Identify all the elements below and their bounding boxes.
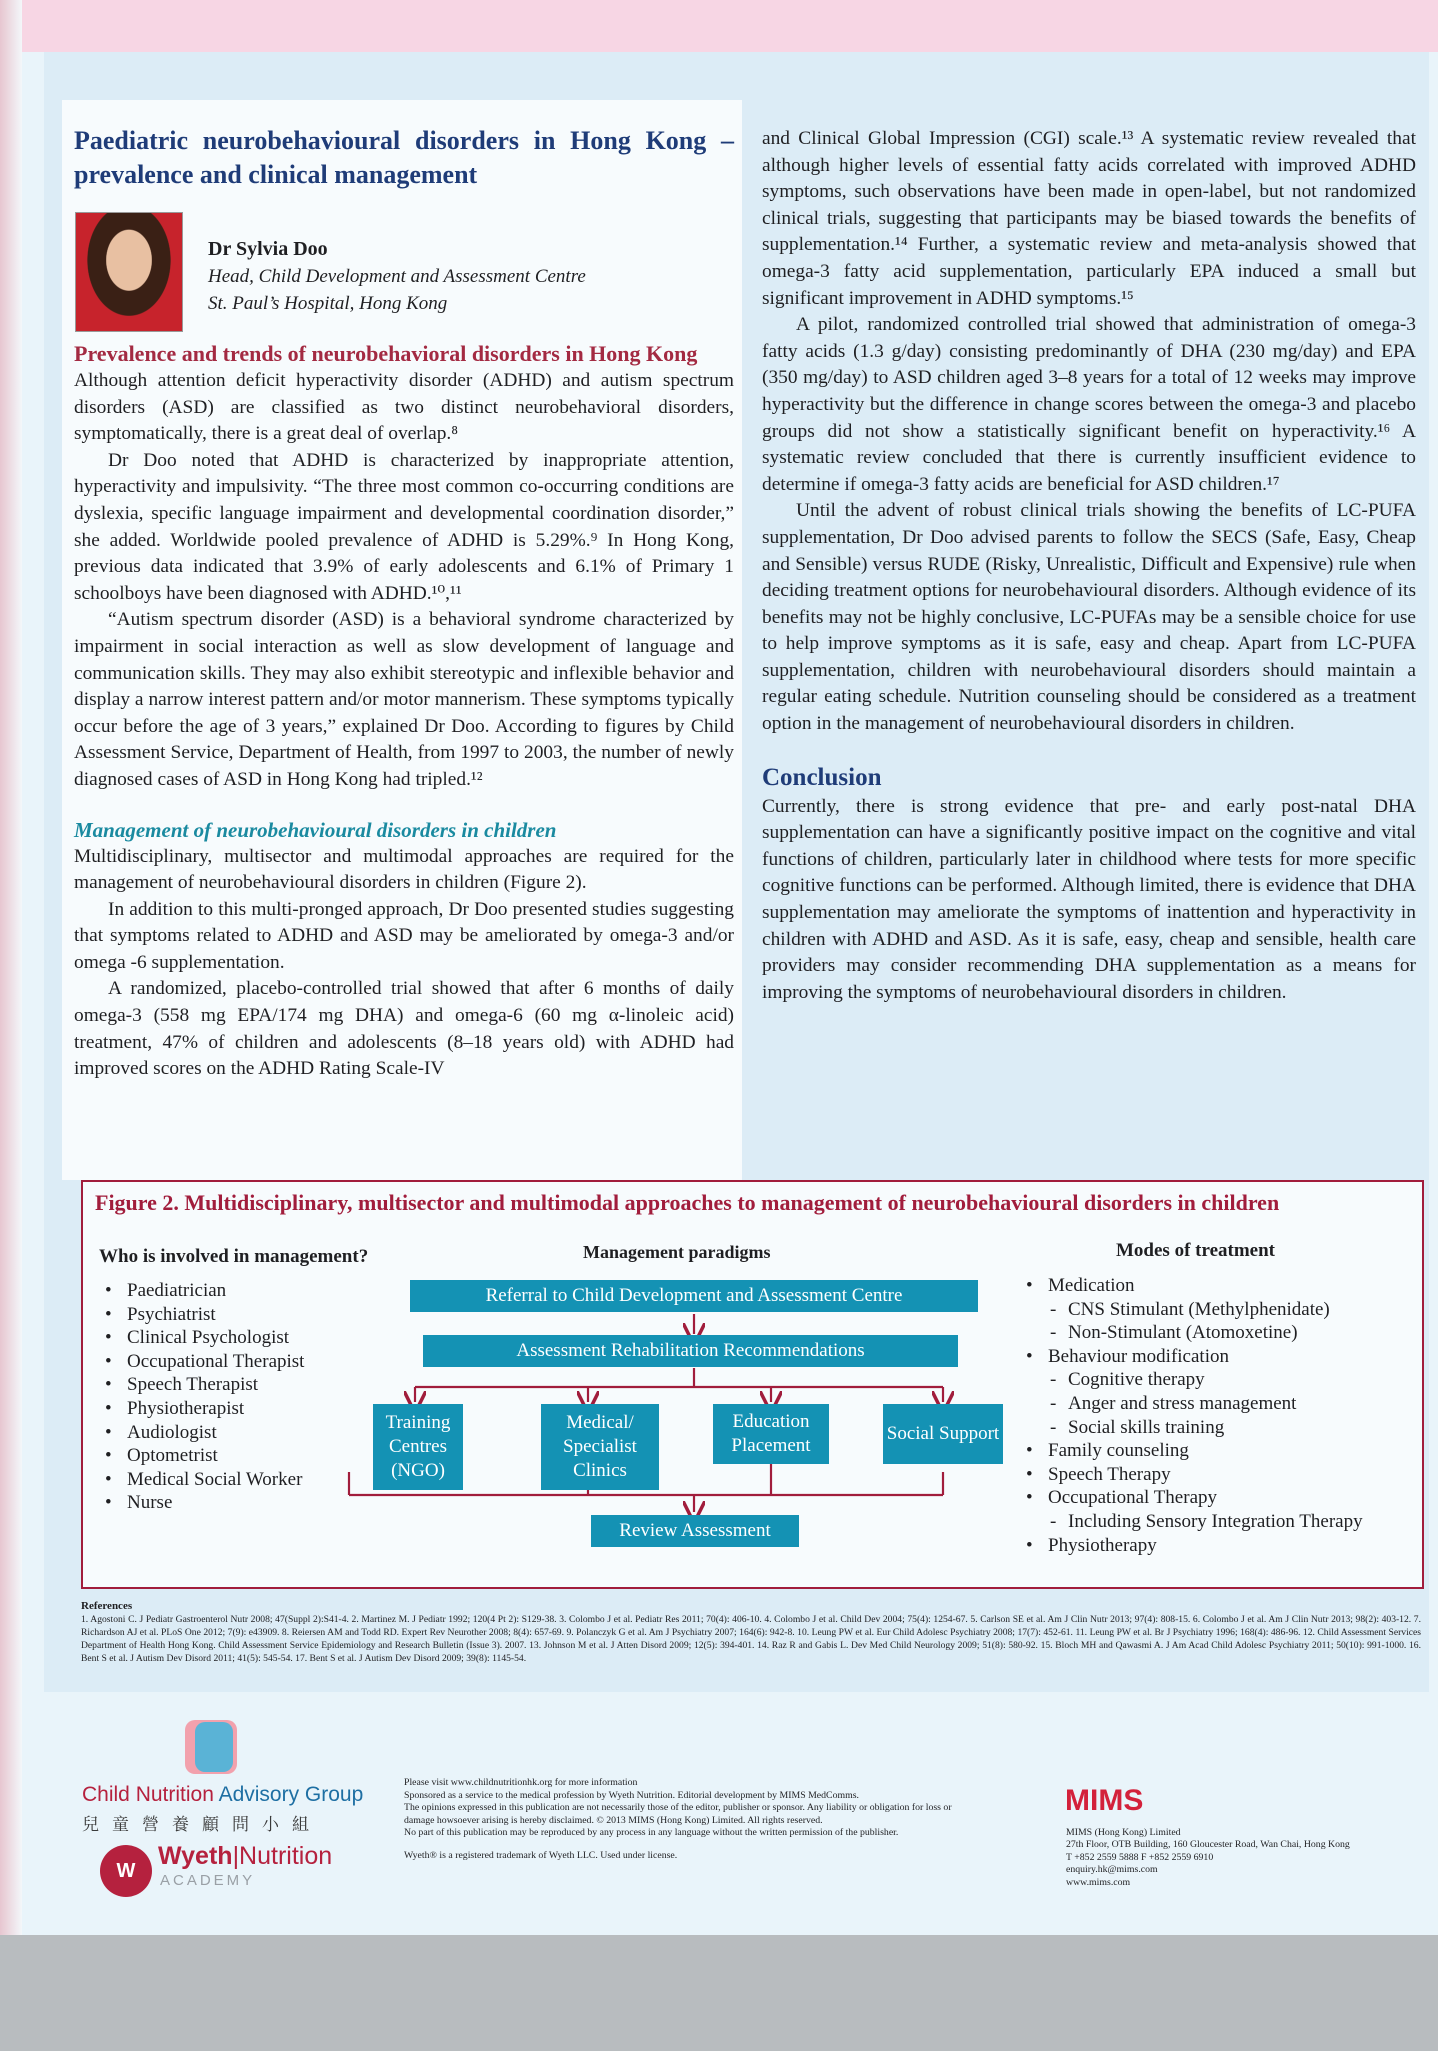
conclusion-paragraph: Currently, there is strong evidence that pre- and early post-natal DHA supplementation can have a significantly positive impact on the cognitive and vital functions of children, particularly later in childhood where tests for more specific cognitive functions can be performed. Although limited, there is evidence that DHA supplementation may ameliorate the symptoms of inattention and hyperactivity in children with ADHD and ASD. As it is safe, easy, cheap and sensible, health care providers may consider recommending DHA supplementation as a means for improving the symptoms of neurobehavioural disorders in children.: [762, 795, 1416, 1003]
notice-line: Sponsored as a service to the medical profession by Wyeth Nutrition. Editorial development by MIMS MedComms.: [404, 1789, 859, 1801]
section-heading-management: Management of neurobehavioural disorders in children: [74, 817, 557, 842]
who-list-item: • Physiotherapist: [99, 1397, 399, 1421]
scanner-background: [0, 1935, 1438, 2051]
mims-address: [1066, 1827, 1426, 1889]
paragraph: A pilot, randomized controlled trial showed that administration of omega-3 fatty acids (1.3 g/day) consisting predominantly of DHA (230 mg/day) and EPA (350 mg/day) to ASD children aged 3–8 years for a total of 12 weeks may improve hyperactivity but the difference in change scores between the omega-3 and placebo groups did not show a statistically significant benefit on hyperactivity.¹⁶ A systematic review concluded that there is currently insufficient evidence to determine if omega-3 fatty acids are beneficial for ASD children.¹⁷: [762, 314, 1416, 495]
box-assessment: Assessment Rehabilitation Recommendations: [423, 1335, 958, 1367]
article-title: Paediatric neurobehavioural disorders in Hong Kong – prevalence and clinical management: [74, 126, 734, 189]
paragraph: and Clinical Global Impression (CGI) scale.¹³ A systematic review revealed that although higher levels of essential fatty acids correlated with improved ADHD symptoms, such observations have been made in open-label, but not randomized clinical trials, suggesting that participants may be biased towards the benefits of supplementation.¹⁴ Further, a systematic review and meta-analysis showed that omega-3 fatty acid supplementation, particularly EPA induced a small but significant improvement in ADHD symptoms.¹⁵: [762, 128, 1416, 309]
wyeth-name: Wyeth: [158, 1842, 233, 1870]
paragraph: Although attention deficit hyperactivity disorder (ADHD) and autism spectrum disorders (ASD) are classified as two distinct neurobehavioral disorders, symptomatically, there is a great deal of overlap.⁸: [74, 370, 734, 445]
modes-list: [1020, 1274, 1420, 1557]
author-block: [208, 236, 708, 317]
cnag-logo-text: [82, 1783, 363, 1807]
modes-heading: Modes of treatment: [1116, 1240, 1275, 1261]
paragraph: Dr Doo noted that ADHD is characterized by inappropriate attention, hyperactivity and impulsivity. “The three most common co-occurring conditions are dyslexia, specific language impairment and developmental coordination disorder,” she added. Worldwide pooled prevalence of ADHD is 5.29%.⁹ In Hong Kong, previous data indicated that 3.9% of early adolescents and 6.1% of Primary 1 schoolboys have been diagnosed with ADHD.¹⁰,¹¹: [74, 449, 734, 604]
box-referral: Referral to Child Development and Assessment Centre: [410, 1280, 978, 1312]
who-list-item: • Optometrist: [99, 1444, 399, 1468]
left-body: [74, 340, 734, 1083]
who-list-item: • Audiologist: [99, 1421, 399, 1445]
mims-logo: MIMS: [1065, 1784, 1144, 1817]
paragraph: “Autism spectrum disorder (ASD) is a behavioral syndrome characterized by impairment in social interaction as well as slow development of language and communication skills. They may also exhibit stereotypic and inflexible behavior and display a narrow interest pattern and/or motor mannerism. These symptoms typically occur before the age of 3 years,” explained Dr Doo. According to figures by Child Assessment Service, Department of Health, from 1997 to 2003, the number of newly diagnosed cases of ASD in Hong Kong had tripled.¹²: [74, 609, 734, 790]
modes-list-item: • Medication: [1020, 1274, 1420, 1298]
author-affiliation: St. Paul’s Hospital, Hong Kong: [208, 292, 448, 314]
modes-list-subitem: - Social skills training: [1020, 1416, 1420, 1440]
publication-notice: [404, 1777, 976, 1863]
wyeth-nutrition: |Nutrition: [232, 1842, 333, 1870]
who-list-item: • Paediatrician: [99, 1279, 399, 1303]
modes-list-item: • Family counseling: [1020, 1439, 1420, 1463]
who-list-item: • Medical Social Worker: [99, 1468, 399, 1492]
modes-list-subitem: - CNS Stimulant (Methylphenidate): [1020, 1298, 1420, 1322]
right-column: [762, 126, 1416, 1006]
address-line: MIMS (Hong Kong) Limited: [1066, 1827, 1181, 1838]
modes-list-subitem: - Including Sensory Integration Therapy: [1020, 1510, 1420, 1534]
cnag-logo-icon-overlay: [195, 1722, 233, 1772]
modes-list-item: • Occupational Therapy: [1020, 1486, 1420, 1510]
cnag-chinese-name: 兒童營養顧問小組: [82, 1815, 322, 1835]
paradigms-heading: Management paradigms: [583, 1242, 771, 1262]
who-list-item: • Nurse: [99, 1491, 399, 1515]
modes-list-subitem: - Non-Stimulant (Atomoxetine): [1020, 1321, 1420, 1345]
top-pink-band: [0, 0, 1438, 52]
address-line: enquiry.hk@mims.com: [1066, 1864, 1158, 1876]
box-education-placement: Education Placement: [713, 1404, 829, 1464]
wyeth-logo: [158, 1842, 332, 1871]
references: [81, 1600, 1421, 1665]
address-line: 27th Floor, OTB Building, 160 Gloucester Road, Wan Chai, Hong Kong: [1066, 1839, 1350, 1851]
notice-line: Wyeth® is a registered trademark of Wyeth LLC. Used under license.: [404, 1849, 678, 1861]
notice-line: The opinions expressed in this publication are not necessarily those of the editor, publisher or sponsor. Any liability or obligation for loss or damage howsoever arising is hereby disclaimed. © 2013 MIMS (Hong Kong) Limited. All rights reserved.: [404, 1802, 952, 1826]
address-line: T +852 2559 5888 F +852 2559 6910: [1066, 1851, 1214, 1863]
cnag-name-1: Child Nutrition: [82, 1783, 219, 1806]
wyeth-crest-icon: W: [100, 1845, 152, 1897]
author-position: Head, Child Development and Assessment Centre: [208, 265, 586, 287]
box-review-assessment: Review Assessment: [591, 1515, 799, 1547]
wyeth-academy: ACADEMY: [160, 1872, 256, 1889]
notice-line: Please visit www.childnutritionhk.org for more information: [404, 1777, 638, 1788]
box-social-support: Social Support: [883, 1404, 1003, 1464]
modes-list-item: • Physiotherapy: [1020, 1534, 1420, 1558]
who-list-item: • Speech Therapist: [99, 1373, 399, 1397]
references-heading: References: [81, 1600, 133, 1612]
address-line: www.mims.com: [1066, 1876, 1131, 1888]
who-list-item: • Occupational Therapist: [99, 1350, 399, 1374]
author-photo: [75, 212, 183, 332]
modes-list-subitem: - Cognitive therapy: [1020, 1368, 1420, 1392]
author-name: Dr Sylvia Doo: [208, 238, 328, 260]
modes-list-item: • Speech Therapy: [1020, 1463, 1420, 1487]
who-list-item: • Clinical Psychologist: [99, 1326, 399, 1350]
cnag-name-2: Advisory Group: [218, 1783, 364, 1806]
box-training-centres: Training Centres (NGO): [373, 1404, 463, 1490]
left-column: [74, 124, 734, 192]
references-text: 1. Agostoni C. J Pediatr Gastroenterol Nutr 2008; 47(Suppl 2):S41-4. 2. Martinez M. J Pediatr 1992; 120(4 Pt 2): S129-38. 3. Colombo J et al. Pediatr Res 2011; 70(4): 406-10. 4. Colombo J et al. Child Dev 2004; 75(4): 1254-67. 5. Carlson SE et al. Am J Clin Nutr 2013; 97(4): 808-15. 6. Colombo J et al. Am J Clin Nutr 2013; 98(2): 403-12. 7. Richardson AJ et al. PLoS One 2012; 7(9): e43909. 8. Reiersen AM and Todd RD. Expert Rev Neurother 2008; 8(4): 657-69. 9. Polanczyk G et al. Am J Psychiatry 2007; 164(6): 942-8. 10. Leung PW et al. Eur Child Adolesc Psychiatry 2008; 17(7): 452-61. 11. Leung PW et al. Br J Psychiatry 1996; 168(4): 486-96. 12. Child Assessment Services Department of Health Hong Kong. Child Assessment Service Epidemiology and Research Bulletin (Issue 3). 2007. 13. Johnson M et al. J Atten Disord 2009; 12(5): 394-401. 14. Raz R and Gabis L. Dev Med Child Neurology 2009; 51(8): 580-92. 15. Bloch MH and Qawasmi A. J Am Acad Child Adolesc Psychiatry 2011; 50(10): 991-1000. 16. Bent S et al. J Autism Dev Disord 2011; 41(5): 545-54. 17. Bent S et al. J Autism Dev Disord 2009; 39(8): 1145-54.: [81, 1614, 1421, 1664]
notice-line: No part of this publication may be reproduced by any process in any language without the written permission of the publisher.: [404, 1827, 899, 1839]
paragraph: In addition to this multi-pronged approach, Dr Doo presented studies suggesting that symptoms related to ADHD and ASD may be ameliorated by omega-3 and/or omega -6 supplementation.: [74, 898, 734, 973]
paragraph: Multidisciplinary, multisector and multimodal approaches are required for the management of neurobehavioural disorders in children (Figure 2).: [74, 845, 734, 894]
who-list-item: • Psychiatrist: [99, 1303, 399, 1327]
conclusion-heading: Conclusion: [762, 763, 882, 791]
box-medical-clinics: Medical/ Specialist Clinics: [541, 1404, 659, 1490]
who-heading: Who is involved in management?: [99, 1246, 369, 1267]
figure-title: Figure 2. Multidisciplinary, multisector and multimodal approaches to management of neurobehavioural disorders in children: [95, 1190, 1280, 1215]
page-binding-edge: [0, 0, 22, 1935]
figure-2: [81, 1180, 1424, 1589]
modes-list-subitem: - Anger and stress management: [1020, 1392, 1420, 1416]
paragraph: A randomized, placebo-controlled trial showed that after 6 months of daily omega-3 (558 mg EPA/174 mg DHA) and omega-6 (60 mg α-linoleic acid) treatment, 47% of children and adolescents (8–18 years old) with ADHD had improved scores on the ADHD Rating Scale-IV: [74, 978, 734, 1080]
modes-list-item: • Behaviour modification: [1020, 1345, 1420, 1369]
paragraph: Until the advent of robust clinical trials showing the benefits of LC-PUFA supplementation, Dr Doo advised parents to follow the SECS (Safe, Easy, Cheap and Sensible) versus RUDE (Risky, Unrealistic, Difficult and Expensive) rule when deciding treatment options for neurobehavioural disorders. Although evidence of its benefits may not be highly conclusive, LC-PUFAs may be a sensible choice for use to help improve symptoms as it is safe, easy and cheap. Apart from LC-PUFA supplementation, children with neurobehavioural disorders should maintain a regular eating schedule. Nutrition counseling should be considered as a treatment option in the management of neurobehavioural disorders in children.: [762, 500, 1416, 735]
section-heading-prevalence: Prevalence and trends of neurobehavioral disorders in Hong Kong: [74, 341, 698, 366]
